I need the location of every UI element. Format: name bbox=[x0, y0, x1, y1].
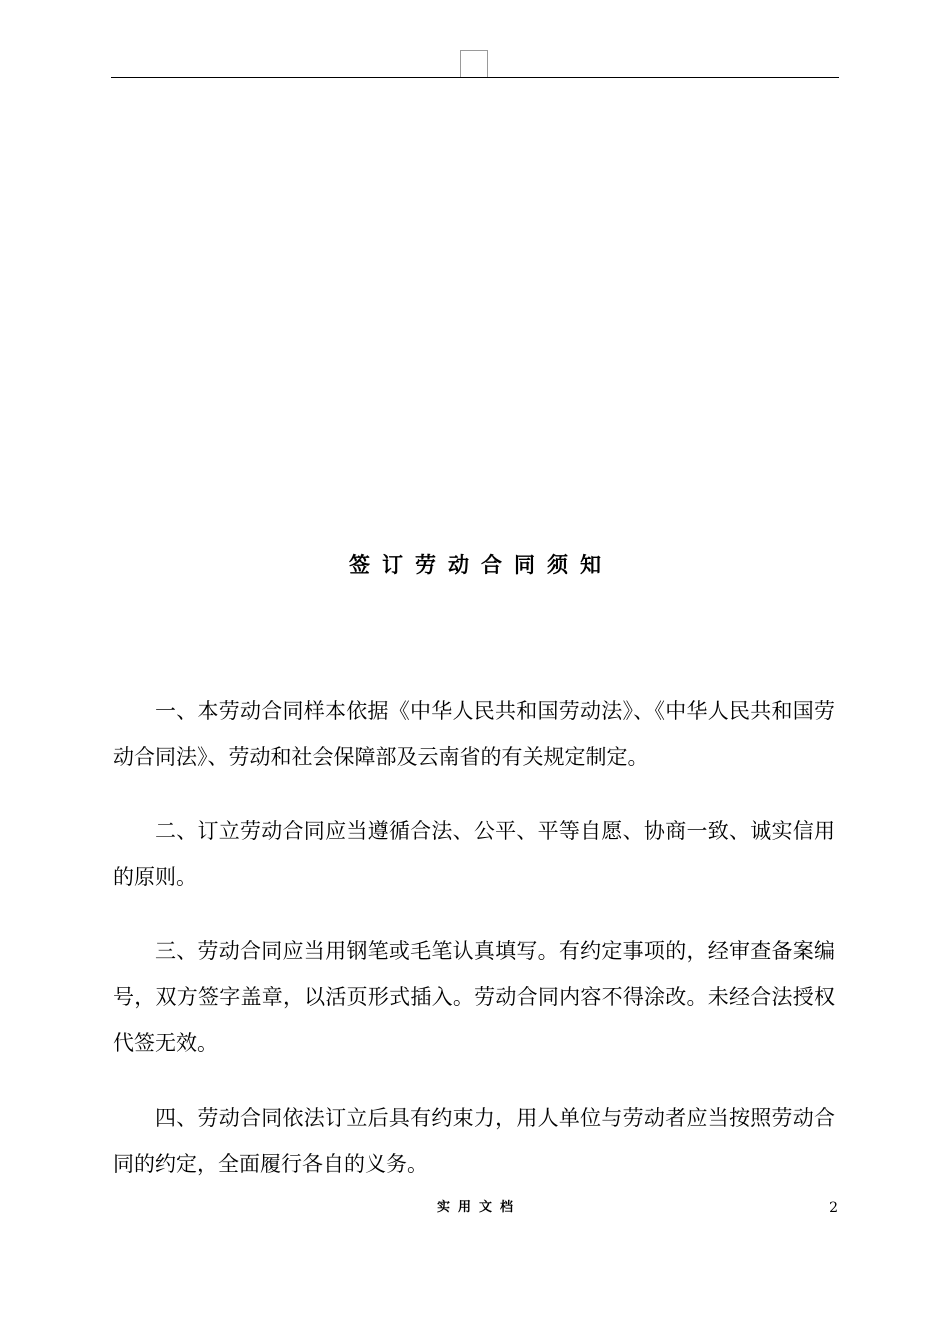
page-number: 2 bbox=[829, 1200, 838, 1216]
header-rule bbox=[111, 77, 839, 78]
header-box bbox=[460, 50, 488, 78]
footer-label: 实用文档 bbox=[436, 1200, 521, 1215]
paragraph-3: 三、劳动合同应当用钢笔或毛笔认真填写。有约定事项的，经审查备案编号，双方签字盖章，以活页形式插入。劳动合同内容不得涂改。未经合法授权代签无效。 bbox=[113, 939, 835, 1055]
paragraph-4: 四、劳动合同依法订立后具有约束力，用人单位与劳动者应当按照劳动合同的约定，全面履行各自的义务。 bbox=[113, 1106, 835, 1176]
document-title: 签订劳动合同须知 bbox=[349, 552, 613, 577]
paragraph-2: 二、订立劳动合同应当遵循合法、公平、平等自愿、协商一致、诚实信用的原则。 bbox=[113, 819, 835, 889]
paragraph-1: 一、本劳动合同样本依据《中华人民共和国劳动法》、《中华人民共和国劳动合同法》、劳动和社会保障部及云南省的有关规定制定。 bbox=[113, 699, 835, 769]
